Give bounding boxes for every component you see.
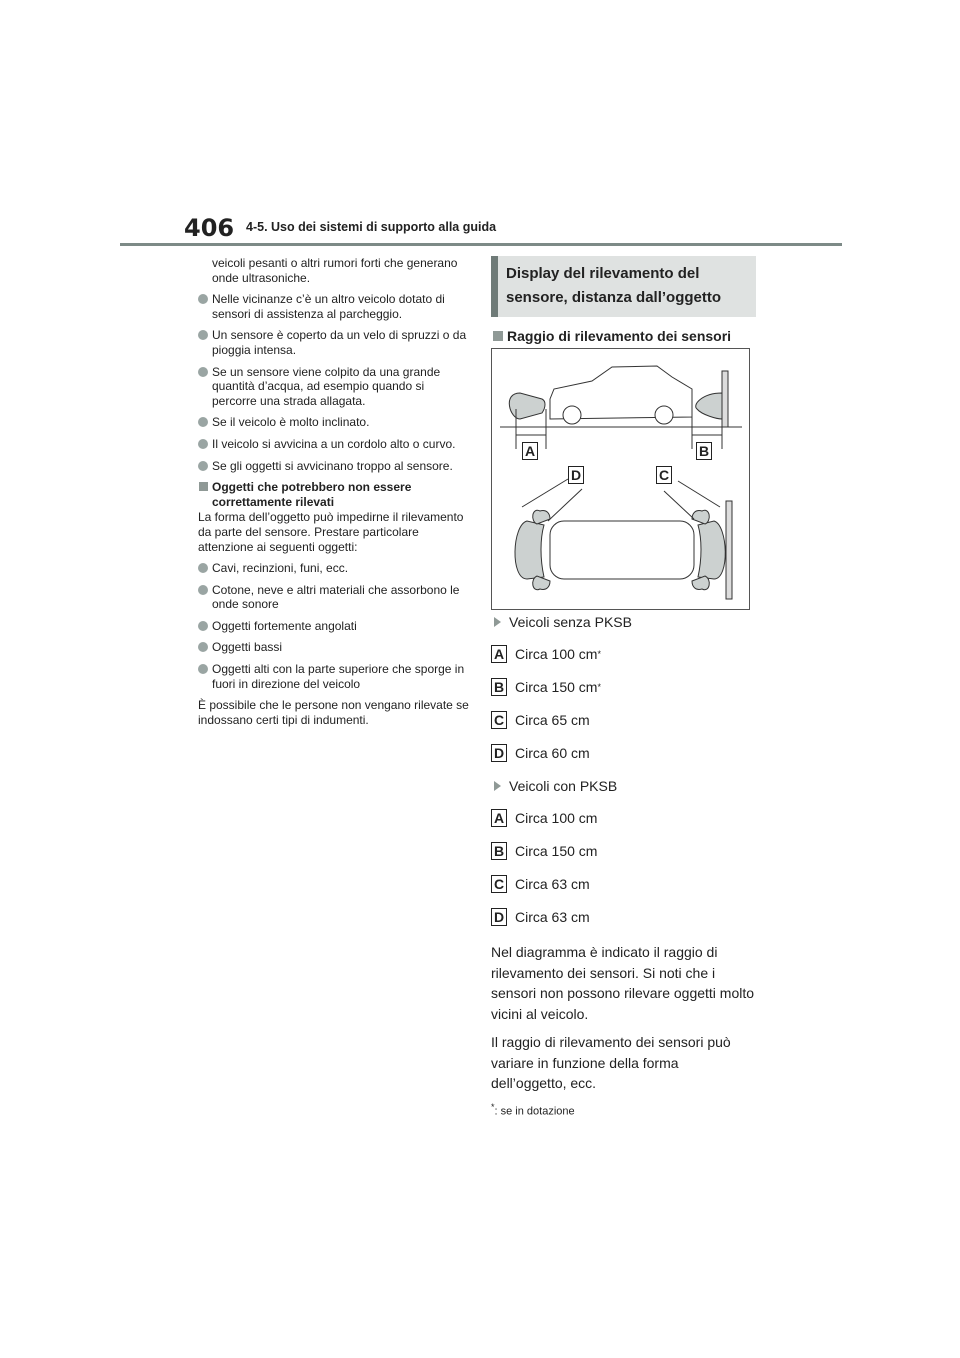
diagram-label-a: A: [522, 442, 538, 460]
range-item: D Circa 63 cm: [491, 907, 756, 940]
header-rule: [120, 243, 842, 246]
bullet-icon: [198, 330, 208, 340]
bullet-icon: [198, 417, 208, 427]
diagram-label-c: C: [656, 466, 672, 484]
bullet-item: Se gli oggetti si avvicinano troppo al sensore.: [198, 459, 470, 474]
bullet-item: Se il veicolo è molto inclinato.: [198, 415, 470, 430]
key-label: B: [491, 842, 507, 860]
range-item: B Circa 150 cm *: [491, 677, 756, 710]
bullet-icon: [198, 642, 208, 652]
square-bullet-icon: [493, 331, 503, 341]
range-item: A Circa 100 cm *: [491, 644, 756, 677]
page-number: 406: [184, 214, 235, 242]
arrow-bullet-icon: [494, 617, 501, 627]
right-column: [491, 256, 756, 1118]
bullet-icon: [198, 563, 208, 573]
key-label: B: [491, 678, 507, 696]
bullet-item: Cotone, neve e altri materiali che assorbono le onde sonore: [198, 583, 470, 612]
section-title: Display del rilevamento del sensore, distanza dall’oggetto: [491, 256, 756, 317]
diagram-illustration: [492, 349, 749, 609]
subheading: Oggetti che potrebbero non essere correttamente rilevati: [198, 480, 470, 509]
key-label: C: [491, 711, 507, 729]
bullet-item: Oggetti alti con la parte superiore che sporge in fuori in direzione del veicolo: [198, 662, 470, 691]
range-item: A Circa 100 cm: [491, 808, 756, 841]
bullet-item: Nelle vicinanze c’è un altro veicolo dotato di sensori di assistenza al parcheggio.: [198, 292, 470, 321]
bullet-item: Oggetti bassi: [198, 640, 470, 655]
intro-text: veicoli pesanti o altri rumori forti che generano onde ultrasoniche.: [212, 256, 458, 285]
bullet-item: Un sensore è coperto da un velo di spruzzi o da pioggia intensa.: [198, 328, 470, 357]
arrow-bullet-icon: [494, 781, 501, 791]
bullet-item: Il veicolo si avvicina a un cordolo alto o curvo.: [198, 437, 470, 452]
range-list: [491, 612, 756, 1117]
key-label: C: [491, 875, 507, 893]
diagram-label-d: D: [568, 466, 584, 484]
bullet-icon: [198, 439, 208, 449]
key-label: D: [491, 908, 507, 926]
bullet-icon: [198, 294, 208, 304]
bullet-icon: [198, 621, 208, 631]
left-column: [198, 256, 470, 734]
key-label: A: [491, 809, 507, 827]
footnote: *: se in dotazione: [491, 1101, 575, 1118]
square-bullet-icon: [199, 482, 208, 491]
closing-paragraph: È possibile che le persone non vengano rilevate se indossano certi tipi di indumenti.: [198, 698, 469, 727]
bullet-icon: [198, 585, 208, 595]
subheading: Raggio di rilevamento dei sensori: [491, 328, 756, 344]
group-title: Veicoli con PKSB: [491, 776, 756, 796]
bullet-item: Se un sensore viene colpito da una grande quantità d’acqua, ad esempio quando si percorre una strada allagata.: [198, 365, 470, 409]
range-item: C Circa 65 cm: [491, 710, 756, 743]
diagram-label-b: B: [696, 442, 712, 460]
paragraph: Nel diagramma è indicato il raggio di rilevamento dei sensori. Si noti che i sensori non possono rilevare oggetti molto vicini al veicolo.: [491, 944, 755, 1022]
bullet-icon: [198, 461, 208, 471]
chapter-title: 4-5. Uso dei sistemi di supporto alla guida: [246, 220, 497, 234]
key-label: D: [491, 744, 507, 762]
bullet-icon: [198, 367, 208, 377]
sensor-range-diagram: [491, 348, 750, 610]
range-item: C Circa 63 cm: [491, 874, 756, 907]
paragraph: Il raggio di rilevamento dei sensori può variare in funzione della forma dell’oggetto, ecc.: [491, 1034, 731, 1091]
bullet-icon: [198, 664, 208, 674]
bullet-item: Cavi, recinzioni, funi, ecc.: [198, 561, 470, 576]
range-item: B Circa 150 cm: [491, 841, 756, 874]
paragraph: La forma dell’oggetto può impedirne il rilevamento da parte del sensore. Prestare particolare attenzione ai seguenti oggetti:: [198, 510, 464, 554]
bullet-item: Oggetti fortemente angolati: [198, 619, 470, 634]
key-label: A: [491, 645, 507, 663]
range-item: D Circa 60 cm: [491, 743, 756, 776]
group-title: Veicoli senza PKSB: [491, 612, 756, 632]
